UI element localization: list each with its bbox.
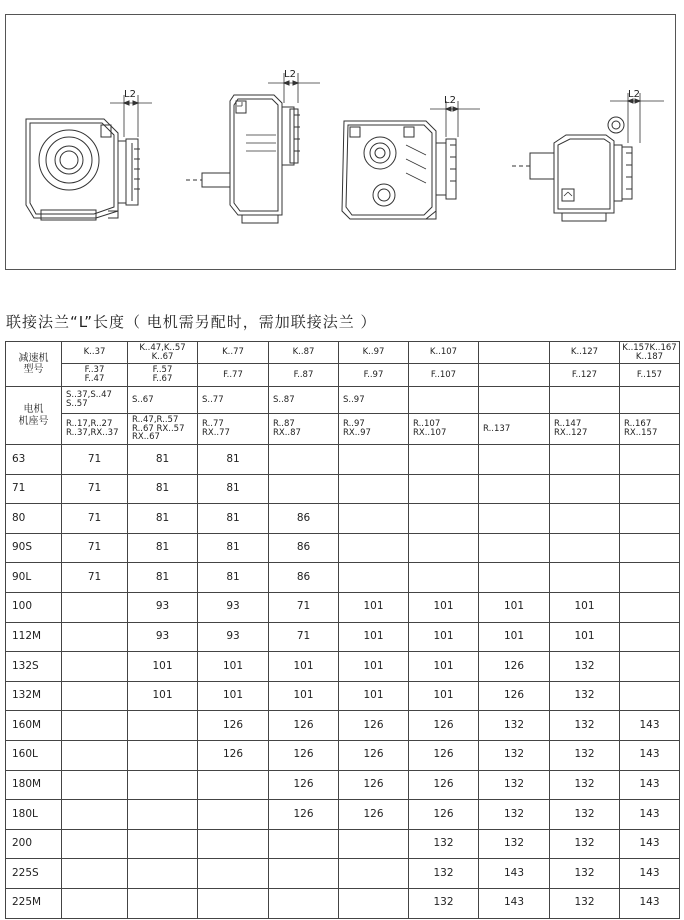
model-label: RX..107 xyxy=(413,428,447,438)
length-value-cell: 126 xyxy=(198,711,269,741)
model-label: K..107 xyxy=(429,347,458,358)
length-value-cell: 126 xyxy=(409,800,479,830)
model-label: S..57 xyxy=(66,399,88,409)
table-row xyxy=(6,800,680,830)
length-value-cell: 132 xyxy=(409,859,479,889)
model-label: K..187 xyxy=(635,351,664,362)
length-value-cell: 126 xyxy=(198,740,269,770)
table-row xyxy=(6,740,680,770)
length-value-cell: 101 xyxy=(409,681,479,711)
model-header-cell xyxy=(409,364,479,387)
motor-frame-cell: 180L xyxy=(6,800,62,830)
motor-frame-cell: 90L xyxy=(6,563,62,593)
length-value-cell xyxy=(339,533,409,563)
table-row xyxy=(6,829,680,859)
length-value-cell xyxy=(620,681,680,711)
corner-label-line: 机座号 xyxy=(18,415,49,427)
model-header-cell xyxy=(269,342,339,364)
model-label: F..87 xyxy=(293,369,314,380)
header-row xyxy=(6,414,680,445)
model-header-cell xyxy=(620,387,680,414)
model-header-cell xyxy=(339,387,409,414)
length-value-cell: 143 xyxy=(620,711,680,741)
model-header-cell xyxy=(620,364,680,387)
model-header-cell xyxy=(198,364,269,387)
model-label: F..47 xyxy=(84,374,105,384)
length-value-cell: 86 xyxy=(269,533,339,563)
length-value-cell: 132 xyxy=(550,740,620,770)
model-header-cell xyxy=(620,414,680,445)
length-value-cell xyxy=(198,770,269,800)
length-value-cell: 132 xyxy=(479,770,550,800)
length-value-cell: 126 xyxy=(269,711,339,741)
model-label: R..47,R..57 xyxy=(132,414,179,425)
length-value-cell: 132 xyxy=(409,829,479,859)
length-value-cell: 126 xyxy=(479,652,550,682)
length-value-cell xyxy=(339,859,409,889)
motor-frame-cell: 90S xyxy=(6,533,62,563)
length-value-cell: 143 xyxy=(479,859,550,889)
length-value-cell: 101 xyxy=(269,652,339,682)
model-label: S..87 xyxy=(273,394,295,405)
length-value-cell xyxy=(550,445,620,475)
length-value-cell xyxy=(62,829,128,859)
length-value-cell: 126 xyxy=(409,740,479,770)
header-row xyxy=(6,364,680,387)
length-value-cell xyxy=(128,770,198,800)
model-label: F..107 xyxy=(430,369,457,380)
length-value-cell: 132 xyxy=(550,888,620,918)
length-value-cell xyxy=(620,652,680,682)
model-label: F..77 xyxy=(223,369,243,380)
model-label: S..77 xyxy=(202,394,224,405)
model-label: S..97 xyxy=(343,394,365,405)
corner-label-line: 电机 xyxy=(23,404,44,415)
length-value-cell xyxy=(479,563,550,593)
model-label: K..37 xyxy=(83,347,106,358)
length-value-cell: 86 xyxy=(269,504,339,534)
model-header-cell xyxy=(128,342,198,364)
length-value-cell: 126 xyxy=(339,770,409,800)
length-value-cell: 143 xyxy=(479,888,550,918)
length-value-cell: 101 xyxy=(339,681,409,711)
table-caption: 联接法兰“L”长度（ 电机需另配时，需加联接法兰 ） xyxy=(6,313,377,331)
length-value-cell: 101 xyxy=(479,592,550,622)
model-header-cell xyxy=(339,364,409,387)
length-value-cell: 132 xyxy=(550,681,620,711)
length-value-cell xyxy=(62,711,128,741)
model-header-cell xyxy=(198,342,269,364)
model-header-cell xyxy=(62,414,128,445)
model-label: R..107 xyxy=(413,419,441,430)
length-value-cell xyxy=(550,563,620,593)
model-label: K..127 xyxy=(570,347,599,358)
model-label: R..37,RX..37 xyxy=(66,428,119,438)
model-label: R..167 xyxy=(624,419,652,430)
length-value-cell xyxy=(269,474,339,504)
dimension-label-view-1: L2 xyxy=(124,89,136,100)
length-value-cell xyxy=(62,859,128,889)
motor-frame-cell: 112M xyxy=(6,622,62,652)
motor-frame-cell: 132S xyxy=(6,652,62,682)
length-value-cell xyxy=(198,829,269,859)
length-value-cell: 81 xyxy=(128,533,198,563)
length-value-cell: 101 xyxy=(479,622,550,652)
model-label: RX..77 xyxy=(202,428,230,438)
length-value-cell xyxy=(620,474,680,504)
model-header-cell xyxy=(409,414,479,445)
model-label: RX..67 xyxy=(132,432,160,443)
model-header-cell xyxy=(128,414,198,445)
length-value-cell xyxy=(620,445,680,475)
length-value-cell: 93 xyxy=(198,622,269,652)
length-value-cell: 81 xyxy=(128,563,198,593)
length-value-cell: 93 xyxy=(128,592,198,622)
header-row xyxy=(6,342,680,364)
length-value-cell xyxy=(620,563,680,593)
length-value-cell: 101 xyxy=(550,622,620,652)
model-header-cell xyxy=(409,342,479,364)
table-row xyxy=(6,770,680,800)
model-label: R..97 xyxy=(343,419,365,430)
model-header-cell xyxy=(128,387,198,414)
motor-frame-cell: 63 xyxy=(6,445,62,475)
model-header-cell xyxy=(339,414,409,445)
model-label: K..87 xyxy=(292,347,315,358)
table-row xyxy=(6,622,680,652)
model-header-cell xyxy=(62,342,128,364)
length-value-cell: 101 xyxy=(409,652,479,682)
model-label: K..157K..167 xyxy=(622,342,677,353)
length-value-cell xyxy=(479,474,550,504)
table-row xyxy=(6,652,680,682)
length-value-cell xyxy=(269,859,339,889)
length-value-cell: 132 xyxy=(550,770,620,800)
dimension-label-view-2: L2 xyxy=(284,69,296,80)
model-header-cell xyxy=(62,387,128,414)
length-value-cell: 132 xyxy=(479,829,550,859)
model-header-cell xyxy=(479,414,550,445)
length-value-cell: 81 xyxy=(198,563,269,593)
motor-frame-cell: 225S xyxy=(6,859,62,889)
model-header-cell xyxy=(409,387,479,414)
length-value-cell: 86 xyxy=(269,563,339,593)
length-value-cell: 132 xyxy=(479,800,550,830)
length-value-cell: 126 xyxy=(409,770,479,800)
length-value-cell: 81 xyxy=(128,474,198,504)
table-row xyxy=(6,504,680,534)
table-row xyxy=(6,859,680,889)
length-value-cell xyxy=(62,681,128,711)
model-header-cell xyxy=(269,364,339,387)
motor-frame-cell: 180M xyxy=(6,770,62,800)
model-header-cell xyxy=(550,342,620,364)
model-label: S..67 xyxy=(132,394,154,405)
length-value-cell: 143 xyxy=(620,829,680,859)
length-value-cell xyxy=(620,622,680,652)
table-row xyxy=(6,474,680,504)
model-header-cell xyxy=(479,387,550,414)
model-label: F..57 xyxy=(152,365,173,376)
model-label: R..17,R..27 xyxy=(66,419,113,430)
length-value-cell xyxy=(479,504,550,534)
model-header-cell xyxy=(198,387,269,414)
table-row xyxy=(6,681,680,711)
length-value-cell xyxy=(409,504,479,534)
length-value-cell xyxy=(62,888,128,918)
model-header-cell xyxy=(550,364,620,387)
motor-frame-cell: 80 xyxy=(6,504,62,534)
length-value-cell: 81 xyxy=(198,533,269,563)
model-header-cell xyxy=(479,342,550,364)
length-value-cell: 81 xyxy=(198,445,269,475)
model-header-cell xyxy=(198,414,269,445)
length-value-cell: 81 xyxy=(128,445,198,475)
length-value-cell xyxy=(339,445,409,475)
length-value-cell: 81 xyxy=(198,474,269,504)
length-value-cell: 126 xyxy=(269,740,339,770)
table-row xyxy=(6,563,680,593)
length-value-cell: 132 xyxy=(550,829,620,859)
length-value-cell xyxy=(479,533,550,563)
length-value-cell: 101 xyxy=(409,592,479,622)
length-value-cell xyxy=(339,504,409,534)
table-row xyxy=(6,592,680,622)
model-header-cell xyxy=(339,342,409,364)
model-label: F..97 xyxy=(363,369,384,380)
length-value-cell: 81 xyxy=(128,504,198,534)
length-value-cell: 71 xyxy=(62,533,128,563)
reducer-view-3 xyxy=(342,101,480,219)
length-value-cell xyxy=(269,445,339,475)
length-value-cell xyxy=(198,888,269,918)
length-value-cell xyxy=(62,740,128,770)
length-value-cell xyxy=(198,859,269,889)
length-value-cell: 93 xyxy=(198,592,269,622)
length-value-cell: 126 xyxy=(339,800,409,830)
length-value-cell: 143 xyxy=(620,888,680,918)
length-value-cell: 71 xyxy=(62,445,128,475)
model-header-cell xyxy=(62,364,128,387)
model-label: F..157 xyxy=(636,369,663,380)
length-value-cell: 101 xyxy=(128,652,198,682)
length-value-cell: 132 xyxy=(550,711,620,741)
model-label: K..77 xyxy=(222,347,244,358)
length-value-cell xyxy=(409,563,479,593)
corner-reducer-model xyxy=(6,342,62,387)
length-value-cell: 101 xyxy=(409,622,479,652)
table-row xyxy=(6,888,680,918)
motor-frame-cell: 225M xyxy=(6,888,62,918)
gear-reducer-drawing xyxy=(6,15,677,271)
table-row xyxy=(6,711,680,741)
length-value-cell xyxy=(62,800,128,830)
length-value-cell: 132 xyxy=(550,652,620,682)
length-value-cell xyxy=(269,829,339,859)
model-label: S..37,S..47 xyxy=(66,390,112,401)
model-label: R..87 xyxy=(273,419,295,430)
length-value-cell: 101 xyxy=(198,681,269,711)
model-label: F..127 xyxy=(571,369,598,380)
length-value-cell: 101 xyxy=(198,652,269,682)
length-value-cell: 132 xyxy=(409,888,479,918)
motor-frame-cell: 160M xyxy=(6,711,62,741)
dimension-label-view-3: L2 xyxy=(444,95,456,106)
model-label: K..67 xyxy=(151,351,174,362)
model-header-cell xyxy=(550,387,620,414)
length-value-cell: 126 xyxy=(339,740,409,770)
model-label: F..67 xyxy=(152,374,173,384)
length-value-cell xyxy=(62,652,128,682)
motor-frame-cell: 71 xyxy=(6,474,62,504)
motor-frame-cell: 132M xyxy=(6,681,62,711)
reducer-view-1 xyxy=(26,95,152,220)
length-value-cell: 143 xyxy=(620,800,680,830)
corner-motor-frame xyxy=(6,387,62,445)
length-value-cell: 93 xyxy=(128,622,198,652)
length-value-cell xyxy=(128,859,198,889)
model-label: K..47,K..57 xyxy=(139,342,186,353)
length-value-cell: 81 xyxy=(198,504,269,534)
length-value-cell: 143 xyxy=(620,740,680,770)
length-value-cell: 132 xyxy=(479,711,550,741)
length-value-cell xyxy=(62,622,128,652)
length-value-cell xyxy=(339,563,409,593)
length-value-cell xyxy=(128,829,198,859)
model-label: R..137 xyxy=(483,423,511,434)
dimension-label-view-4: L2 xyxy=(628,89,640,100)
length-value-cell xyxy=(409,474,479,504)
length-value-cell xyxy=(620,592,680,622)
length-value-cell: 101 xyxy=(128,681,198,711)
length-value-cell: 101 xyxy=(550,592,620,622)
length-value-cell xyxy=(269,888,339,918)
length-value-cell: 101 xyxy=(339,622,409,652)
model-label: F..37 xyxy=(84,365,105,376)
length-value-cell: 126 xyxy=(479,681,550,711)
table-row xyxy=(6,445,680,475)
length-value-cell: 132 xyxy=(479,740,550,770)
length-value-cell: 126 xyxy=(339,711,409,741)
length-value-cell: 143 xyxy=(620,859,680,889)
length-value-cell: 101 xyxy=(269,681,339,711)
dimension-labels xyxy=(124,69,640,106)
length-value-cell: 71 xyxy=(62,504,128,534)
flange-length-table xyxy=(5,341,680,919)
model-label: K..97 xyxy=(362,347,385,358)
length-value-cell xyxy=(550,474,620,504)
motor-frame-cell: 160L xyxy=(6,740,62,770)
length-value-cell xyxy=(339,474,409,504)
model-label: RX..157 xyxy=(624,428,658,438)
model-label: R..77 xyxy=(202,419,224,430)
length-value-cell: 126 xyxy=(269,800,339,830)
model-label: RX..97 xyxy=(343,428,371,438)
model-header-cell xyxy=(479,364,550,387)
table-row xyxy=(6,533,680,563)
length-value-cell: 71 xyxy=(269,592,339,622)
length-value-cell xyxy=(128,740,198,770)
length-value-cell xyxy=(198,800,269,830)
length-value-cell: 101 xyxy=(339,592,409,622)
length-value-cell: 132 xyxy=(550,859,620,889)
length-value-cell: 71 xyxy=(62,563,128,593)
length-value-cell xyxy=(62,770,128,800)
corner-label-line: 型号 xyxy=(23,364,44,375)
motor-frame-cell: 100 xyxy=(6,592,62,622)
model-label: RX..87 xyxy=(273,428,301,438)
length-value-cell xyxy=(128,800,198,830)
length-value-cell xyxy=(339,888,409,918)
model-label: R..67 RX..57 xyxy=(132,423,185,434)
length-value-cell: 126 xyxy=(269,770,339,800)
length-value-cell: 143 xyxy=(620,770,680,800)
length-value-cell xyxy=(479,445,550,475)
reducer-view-4 xyxy=(512,93,664,221)
length-value-cell xyxy=(128,711,198,741)
length-value-cell: 132 xyxy=(550,800,620,830)
model-header-cell xyxy=(550,414,620,445)
model-label: R..147 xyxy=(554,419,582,430)
length-value-cell xyxy=(409,445,479,475)
length-value-cell: 126 xyxy=(409,711,479,741)
corner-label-line: 减速机 xyxy=(18,352,49,364)
model-label: RX..127 xyxy=(554,428,588,438)
model-header-cell xyxy=(128,364,198,387)
length-value-cell xyxy=(550,533,620,563)
length-value-cell xyxy=(62,592,128,622)
header-row xyxy=(6,387,680,414)
model-header-cell xyxy=(620,342,680,364)
model-header-cell xyxy=(269,414,339,445)
length-value-cell xyxy=(339,829,409,859)
drawing-frame xyxy=(5,14,676,270)
length-value-cell xyxy=(620,533,680,563)
length-value-cell xyxy=(620,504,680,534)
length-value-cell xyxy=(550,504,620,534)
length-value-cell: 71 xyxy=(269,622,339,652)
length-value-cell xyxy=(128,888,198,918)
reducer-view-2 xyxy=(186,73,320,223)
motor-frame-cell: 200 xyxy=(6,829,62,859)
model-header-cell xyxy=(269,387,339,414)
length-value-cell xyxy=(409,533,479,563)
length-value-cell: 71 xyxy=(62,474,128,504)
length-value-cell: 101 xyxy=(339,652,409,682)
